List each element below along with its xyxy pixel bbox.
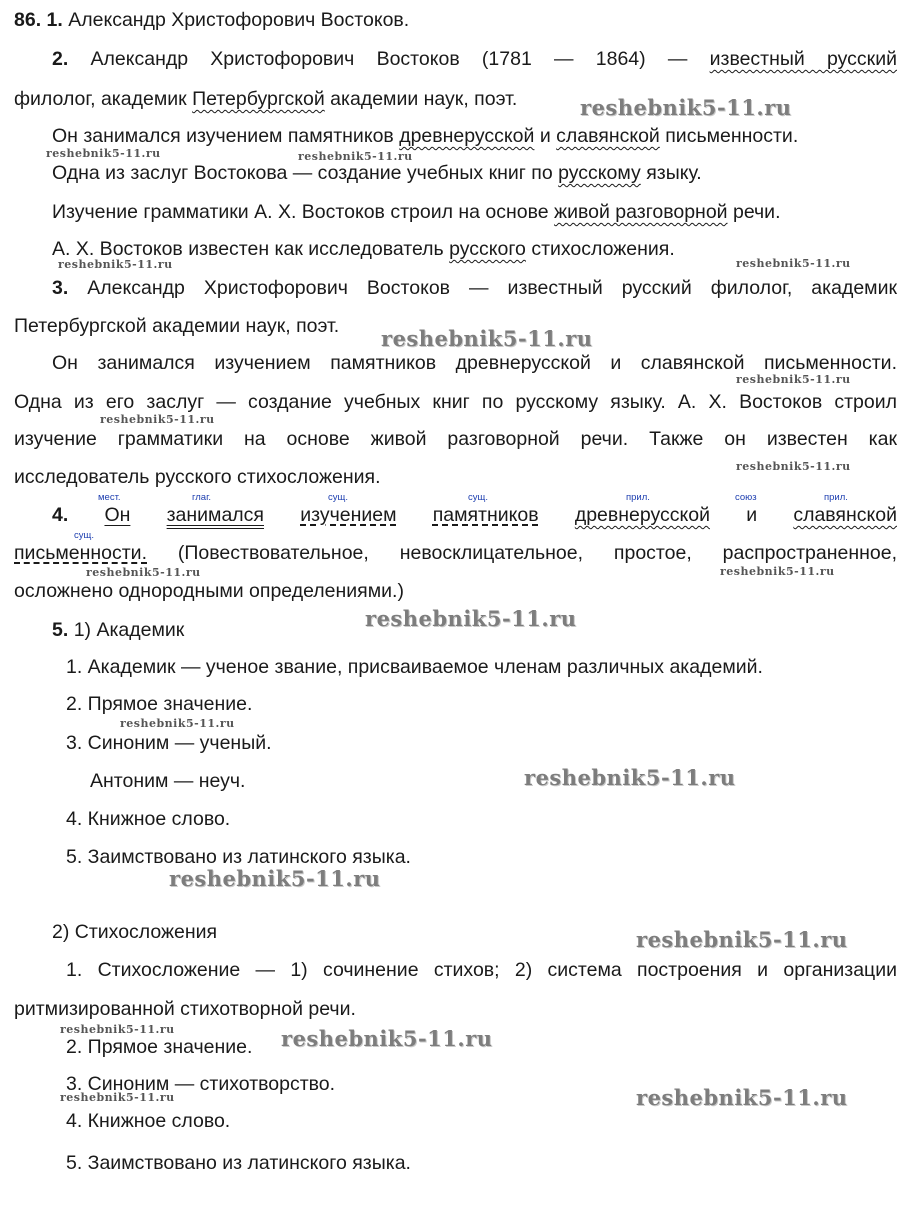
watermark: reshebnik5-11.ru	[381, 326, 593, 351]
list-item: 3. Синоним — ученый.	[66, 732, 272, 754]
list-item: 4. Книжное слово.	[66, 1110, 231, 1132]
text-span: Одна из заслуг Востокова — создание учебных книг по	[52, 162, 553, 184]
list-item: 3. Синоним — стихотворство.	[66, 1073, 336, 1095]
wavy-underlined-text: известный русский	[709, 48, 897, 70]
paragraph-2-line-1	[52, 47, 897, 71]
watermark: reshebnik5-11.ru	[736, 373, 851, 386]
text-span: стихосложения.	[531, 238, 675, 260]
paragraph-2-sentence-1	[52, 124, 798, 148]
text-span: А. Х. Востоков известен как исследователь	[52, 238, 444, 260]
paragraph-2-sentence-2	[52, 161, 702, 185]
watermark: reshebnik5-11.ru	[86, 566, 201, 579]
pos-tag: глаг.	[192, 492, 212, 503]
paragraph-3-line-2: Петербургской академии наук, поэт.	[14, 315, 340, 337]
watermark: reshebnik5-11.ru	[580, 95, 792, 120]
pos-tag: сущ.	[328, 492, 348, 503]
watermark: reshebnik5-11.ru	[736, 257, 851, 270]
text-span: Изучение грамматики А. Х. Востоков строил на основе	[52, 201, 549, 223]
watermark: reshebnik5-11.ru	[120, 717, 235, 730]
answer-text: Александр Христофорович Востоков.	[68, 9, 410, 31]
object-word: памятников	[432, 504, 539, 526]
watermark: reshebnik5-11.ru	[281, 1026, 493, 1051]
list-item: Антоним — неуч.	[90, 770, 246, 792]
wavy-underlined-text: древнерусской	[399, 125, 535, 147]
subject-word: Он	[104, 504, 131, 526]
list-item: 5. Заимствовано из латинского языка.	[66, 846, 411, 868]
watermark: reshebnik5-11.ru	[736, 460, 851, 473]
pos-tag: союз	[735, 492, 757, 503]
text-span: (Повествовательное, невосклицательное, простое, распространенное,	[177, 542, 897, 564]
wavy-underlined-text: славянской	[556, 125, 660, 147]
watermark: reshebnik5-11.ru	[365, 606, 577, 631]
text-span: Он занимался изучением памятников	[52, 125, 394, 147]
list-item: 5. Заимствовано из латинского языка.	[66, 1152, 411, 1174]
watermark: reshebnik5-11.ru	[100, 413, 215, 426]
paragraph-2-line-2	[14, 87, 517, 111]
item-number: 2.	[52, 48, 69, 70]
text-span: Александр Христофорович Востоков — известный русский филолог, академик	[87, 277, 897, 299]
attribute-word: славянской	[793, 504, 897, 526]
pos-tag: мест.	[98, 492, 121, 503]
list-item: 1. Стихосложение — 1) сочинение стихов; 2) система построения и организации	[66, 959, 897, 981]
item-number: 3.	[52, 277, 69, 299]
paragraph-4-line-1	[52, 503, 897, 527]
watermark: reshebnik5-11.ru	[60, 1091, 175, 1104]
paragraph-3-line-3: Он занимался изучением памятников древнерусской и славянской письменности.	[52, 352, 897, 374]
pos-tag: прил.	[626, 492, 650, 503]
task-number: 86.	[14, 9, 42, 31]
text-span: речи.	[732, 201, 781, 223]
section-title: 2) Стихосложения	[52, 921, 218, 943]
paragraph-3-line-6: исследователь русского стихосложения.	[14, 466, 381, 488]
text-span: письменности.	[665, 125, 799, 147]
item-number: 5.	[52, 619, 69, 641]
paragraph-5-title	[52, 618, 184, 642]
conjunction-word: и	[746, 504, 758, 526]
wavy-underlined-text: Петербургской	[192, 88, 325, 110]
wavy-underlined-text: русскому	[558, 162, 641, 184]
watermark: reshebnik5-11.ru	[524, 765, 736, 790]
watermark: reshebnik5-11.ru	[46, 147, 161, 160]
wavy-underlined-text: живой разговорной	[554, 201, 728, 223]
list-item: 2. Прямое значение.	[66, 693, 253, 715]
section-title: 1) Академик	[73, 619, 185, 641]
text-span: языку.	[646, 162, 702, 184]
text-span: филолог, академик	[14, 88, 187, 110]
object-word: письменности.	[14, 542, 147, 564]
text-span: и	[539, 125, 551, 147]
paragraph-4-line-2	[14, 541, 897, 565]
list-item: 1. Академик — ученое звание, присваиваемое членам различных академий.	[66, 656, 763, 678]
wavy-underlined-text: русского	[449, 238, 526, 260]
list-item: 2. Прямое значение.	[66, 1036, 253, 1058]
watermark: reshebnik5-11.ru	[720, 565, 835, 578]
object-word: изучением	[300, 504, 397, 526]
paragraph-3-line-4: Одна из его заслуг — создание учебных книг по русскому языку. А. Х. Востоков строил	[14, 391, 897, 413]
watermark: reshebnik5-11.ru	[298, 150, 413, 163]
list-item: 4. Книжное слово.	[66, 808, 231, 830]
watermark: reshebnik5-11.ru	[58, 258, 173, 271]
predicate-word: занимался	[166, 504, 264, 526]
watermark: reshebnik5-11.ru	[60, 1023, 175, 1036]
text-span: Александр Христофорович Востоков (1781 — 1864) —	[90, 48, 688, 70]
pos-tag: прил.	[824, 492, 848, 503]
item-number: 1.	[46, 9, 63, 31]
watermark: reshebnik5-11.ru	[636, 927, 848, 952]
list-item-continuation: ритмизированной стихотворной речи.	[14, 998, 356, 1020]
paragraph-1	[14, 8, 409, 32]
watermark: reshebnik5-11.ru	[636, 1085, 848, 1110]
paragraph-2-sentence-3	[52, 200, 781, 224]
pos-tag: сущ.	[74, 530, 94, 541]
watermark: reshebnik5-11.ru	[169, 866, 381, 891]
paragraph-3-line-5: изучение грамматики на основе живой разговорной речи. Также он известен как	[14, 428, 897, 450]
paragraph-3-line-1	[52, 276, 897, 300]
attribute-word: древнерусской	[574, 504, 710, 526]
item-number: 4.	[52, 504, 69, 526]
text-span: академии наук, поэт.	[330, 88, 518, 110]
paragraph-4-line-3: осложнено однородными определениями.)	[14, 580, 404, 602]
pos-tag: сущ.	[468, 492, 488, 503]
